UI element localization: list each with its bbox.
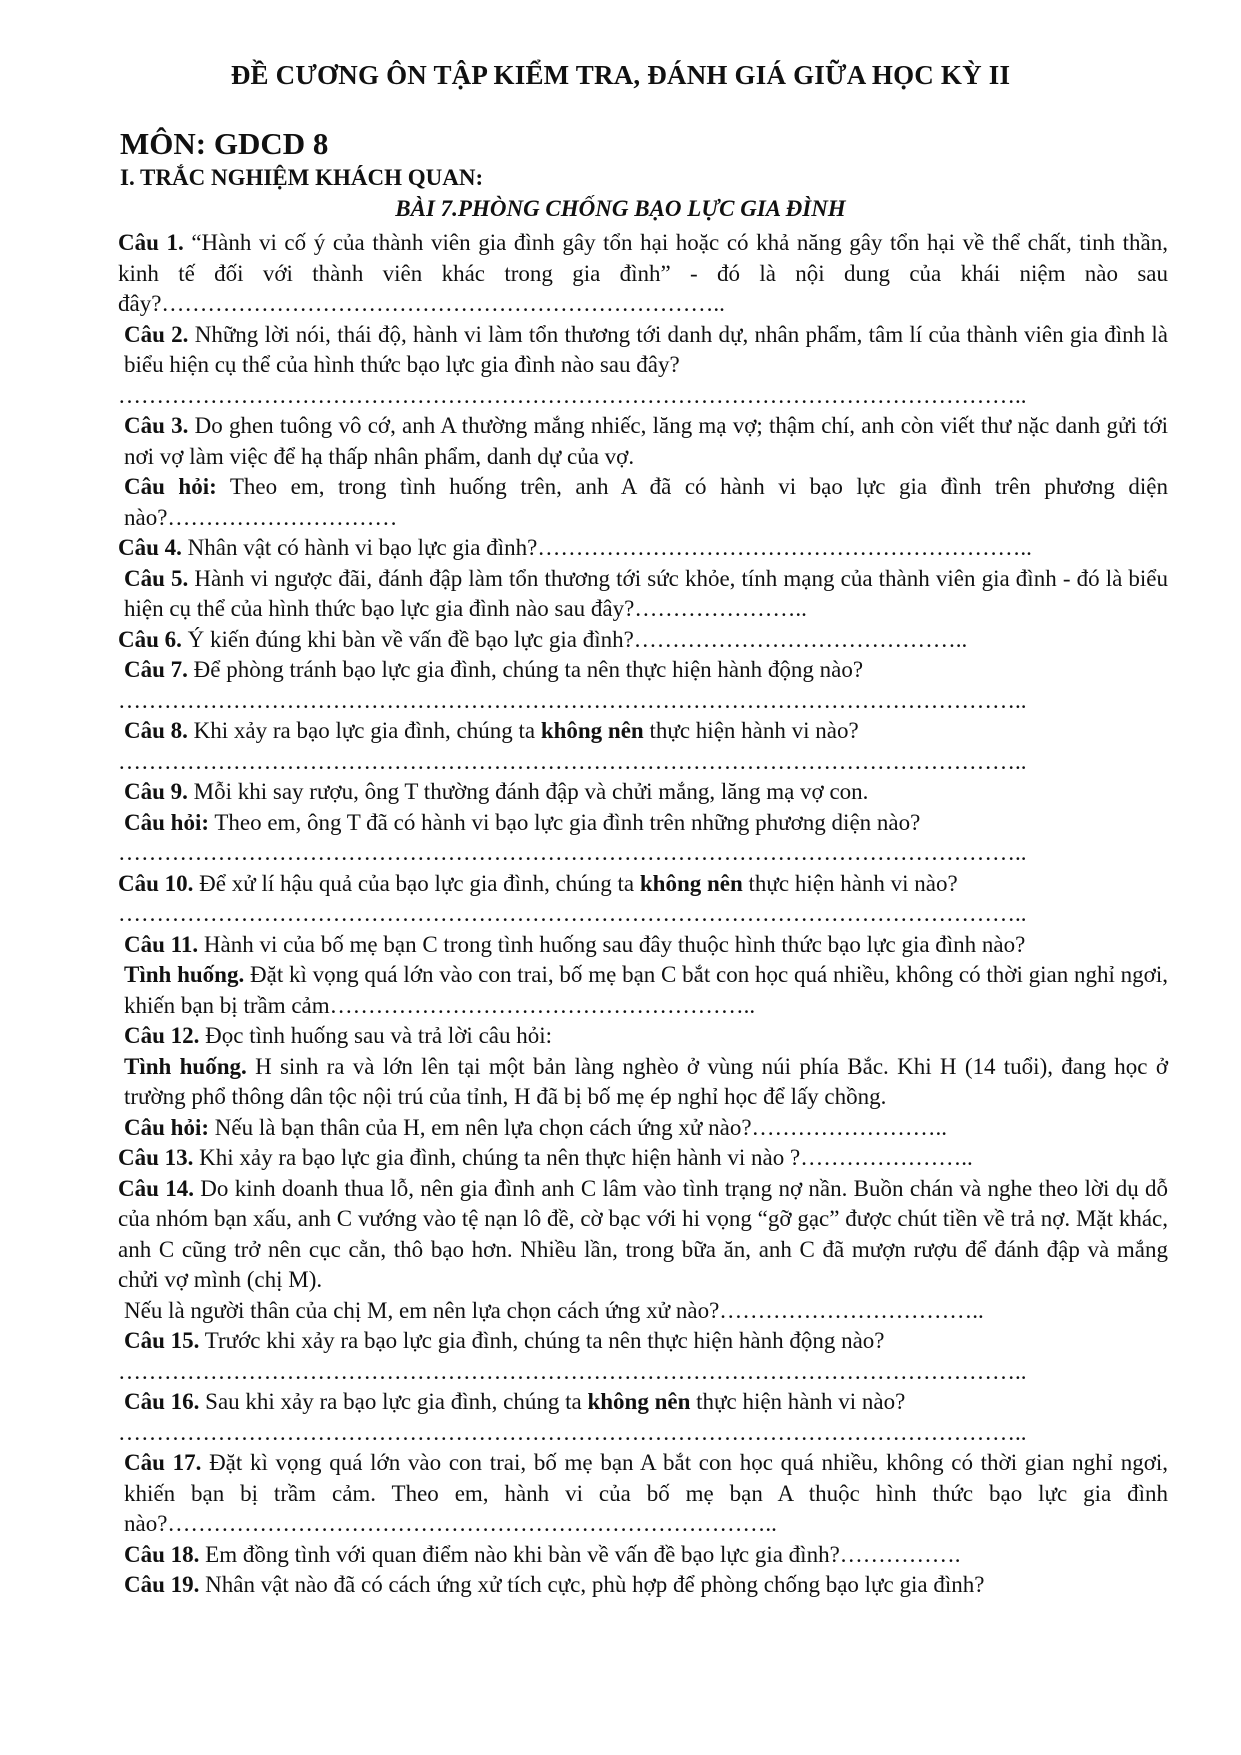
answer-line: ………………………………………………………………………………………………………..	[118, 1419, 1027, 1445]
question-text: Hành vi ngược đãi, đánh đập làm tổn thương tới sức khỏe, tính mạng của thành viên gia đình - đó là biểu hiện cụ thể của hình thức bạo lực gia đình nào sau đây?…………………..	[124, 565, 1169, 621]
question-text: Để phòng tránh bạo lực gia đình, chúng ta nên thực hiện hành động nào?	[193, 657, 864, 682]
question-1	[118, 228, 1168, 320]
prompt-text: Theo em, ông T đã có hành vi bạo lực gia đình trên những phương diện nào?	[214, 809, 921, 835]
question-text: Nhân vật nào đã có cách ứng xử tích cực, phù hợp để phòng chống bạo lực gia đình?	[205, 1572, 985, 1597]
question-11	[118, 930, 1168, 961]
question-5	[118, 564, 1168, 625]
answer-line: ………………………………………………………………………………………………………..	[118, 382, 1027, 408]
answer-line: ………………………………………………………………………………………………………..	[118, 840, 1027, 865]
prompt-label: Câu hỏi:	[124, 1114, 209, 1140]
question-text: Khi xảy ra bạo lực gia đình, chúng ta nên thực hiện hành vi nào ?…………………..	[199, 1145, 973, 1170]
emphasis-text: không nên	[540, 718, 644, 743]
question-label: Câu 8.	[124, 718, 188, 743]
question-label: Câu 9.	[124, 779, 188, 804]
question-text: Những lời nói, thái độ, hành vi làm tổn thương tới danh dự, nhân phẩm, tâm lí của thành viên gia đình là biểu hiện cụ thể của hình thức bạo lực gia đình nào sau đây?	[124, 321, 1169, 377]
question-text: thực hiện hành vi nào?	[696, 1389, 906, 1414]
question-label: Câu 14.	[118, 1175, 194, 1201]
question-label: Câu 12.	[124, 1023, 200, 1048]
question-label: Câu 13.	[118, 1145, 194, 1170]
prompt-text: Theo em, trong tình huống trên, anh A đã có hành vi bạo lực gia đình trên phương diện nào?…………………………	[124, 474, 1168, 530]
question-3	[118, 411, 1168, 472]
document-title: ĐỀ CƯƠNG ÔN TẬP KIỂM TRA, ĐÁNH GIÁ GIỮA HỌC KỲ II	[230, 60, 1011, 90]
question-label: Câu 11.	[124, 931, 199, 957]
subject-heading: MÔN: GDCD 8	[120, 126, 329, 161]
question-text: Do ghen tuông vô cớ, anh A thường mắng nhiếc, lăng mạ vợ; thậm chí, anh còn viết thư nặc danh gửi tới nơi vợ làm việc để hạ thấp nhân phẩm, danh dự của vợ.	[124, 413, 1169, 469]
question-label: Câu 6.	[118, 626, 182, 652]
question-label: Câu 17.	[124, 1450, 202, 1475]
question-text: Em đồng tình với quan điểm nào khi bàn về vấn đề bạo lực gia đình?…………….	[205, 1541, 961, 1567]
question-text: thực hiện hành vi nào?	[649, 718, 859, 743]
question-19	[118, 1570, 1168, 1601]
lesson-heading: BÀI 7.PHÒNG CHỐNG BẠO LỰC GIA ĐÌNH	[395, 196, 846, 221]
prompt-text: Nếu là bạn thân của H, em nên lựa chọn cách ứng xử nào?……………………..	[214, 1114, 948, 1140]
situation-label: Tình huống.	[124, 962, 245, 987]
question-label: Câu 1.	[118, 230, 184, 255]
question-text: Để xử lí hậu quả của bạo lực gia đình, chúng ta	[199, 870, 635, 896]
answer-line: ………………………………………………………………………………………………………..	[118, 1358, 1027, 1384]
question-3-prompt	[118, 472, 1168, 533]
situation-text: H sinh ra và lớn lên tại một bản làng nghèo ở vùng núi phía Bắc. Khi H (14 tuổi), đang học ở trường phổ thông dân tộc nội trú của tỉnh, H đã bị bố mẹ ép nghỉ học để lấy chồng.	[124, 1053, 1168, 1109]
answer-line: ………………………………………………………………………………………………………..	[118, 687, 1027, 713]
situation-label: Tình huống.	[124, 1053, 247, 1079]
question-label: Câu 4.	[118, 535, 182, 560]
emphasis-text: không nên	[587, 1389, 691, 1414]
question-15	[118, 1326, 1168, 1357]
question-9-prompt	[118, 808, 1168, 839]
question-label: Câu 2.	[124, 321, 189, 347]
question-label: Câu 16.	[124, 1389, 200, 1414]
question-10	[118, 869, 1168, 900]
question-list	[118, 228, 1168, 1601]
question-label: Câu 5.	[124, 565, 189, 591]
question-text: Hành vi của bố mẹ bạn C trong tình huống sau đây thuộc hình thức bạo lực gia đình nào?	[203, 931, 1026, 957]
question-text: thực hiện hành vi nào?	[748, 870, 958, 896]
situation-text: Đặt kì vọng quá lớn vào con trai, bố mẹ bạn C bắt con học quá nhiều, không có thời gian nghỉ ngơi, khiến bạn bị trầm cảm………………………………………………..	[124, 962, 1168, 1018]
question-text: Sau khi xảy ra bạo lực gia đình, chúng ta	[205, 1389, 582, 1414]
question-label: Câu 15.	[124, 1328, 200, 1353]
question-8	[118, 716, 1168, 747]
question-13	[118, 1143, 1168, 1174]
question-12-prompt	[118, 1113, 1168, 1144]
question-17	[118, 1448, 1168, 1540]
question-11-situation	[118, 960, 1168, 1021]
prompt-label: Câu hỏi:	[124, 809, 209, 835]
question-4	[118, 533, 1168, 564]
question-text: Trước khi xảy ra bạo lực gia đình, chúng ta nên thực hiện hành động nào?	[204, 1328, 885, 1353]
question-18	[118, 1540, 1168, 1571]
question-6	[118, 625, 1168, 656]
answer-line: ………………………………………………………………………………………………………..	[118, 901, 1027, 926]
prompt-text: Nếu là người thân của chị M, em nên lựa chọn cách ứng xử nào?……………………………..	[124, 1297, 984, 1323]
question-14-prompt	[118, 1296, 1168, 1327]
question-16	[118, 1387, 1168, 1418]
prompt-label: Câu hỏi:	[124, 474, 217, 499]
question-12	[118, 1021, 1168, 1052]
question-7	[118, 655, 1168, 686]
question-label: Câu 7.	[124, 657, 188, 682]
question-text: Mỗi khi say rượu, ông T thường đánh đập và chửi mắng, lăng mạ vợ con.	[193, 779, 869, 804]
question-text: “Hành vi cố ý của thành viên gia đình gây tổn hại hoặc có khả năng gây tổn hại về thể chất, tinh thần, kinh tế đối với thành viên khác trong gia đình” - đó là nội dung của khái niệm nào sau đây?………………………………………………………………..	[118, 230, 1169, 316]
question-text: Đọc tình huống sau và trả lời câu hỏi:	[205, 1023, 553, 1048]
question-text: Khi xảy ra bạo lực gia đình, chúng ta	[193, 718, 536, 743]
emphasis-text: không nên	[639, 870, 743, 896]
question-text: Nhân vật có hành vi bạo lực gia đình?………………………………………………………..	[187, 535, 1032, 560]
section-heading: I. TRẮC NGHIỆM KHÁCH QUAN:	[120, 165, 484, 190]
question-label: Câu 19.	[124, 1572, 200, 1597]
question-label: Câu 18.	[124, 1541, 200, 1567]
question-text: Đặt kì vọng quá lớn vào con trai, bố mẹ bạn A bắt con học quá nhiều, không có thời gian nghỉ ngơi, khiến bạn bị trầm cảm. Theo em, hành vi của bố mẹ bạn A thuộc hình thức bạo lực gia đình nào?……………………………………………………………………..	[124, 1450, 1169, 1536]
question-label: Câu 10.	[118, 870, 194, 896]
question-2	[118, 320, 1168, 381]
answer-line: ………………………………………………………………………………………………………..	[118, 748, 1027, 774]
question-text: Ý kiến đúng khi bàn về vấn đề bạo lực gia đình?……………………………………..	[187, 626, 968, 652]
question-14	[118, 1174, 1168, 1296]
question-text: Do kinh doanh thua lỗ, nên gia đình anh C lâm vào tình trạng nợ nần. Buồn chán và nghe theo lời dụ dỗ của nhóm bạn xấu, anh C vướng vào tệ nạn lô đề, cờ bạc với hi vọng “gỡ gạc” được chút tiền về trả nợ. Mặt khác, anh C cũng trở nên cục cằn, thô bạo hơn. Nhiều lần, trong bữa ăn, anh C đã mượn rượu để đánh đập và mắng chửi vợ mình (chị M).	[118, 1175, 1169, 1292]
question-12-situation	[118, 1052, 1168, 1113]
question-label: Câu 3.	[124, 413, 189, 438]
question-9	[118, 777, 1168, 808]
